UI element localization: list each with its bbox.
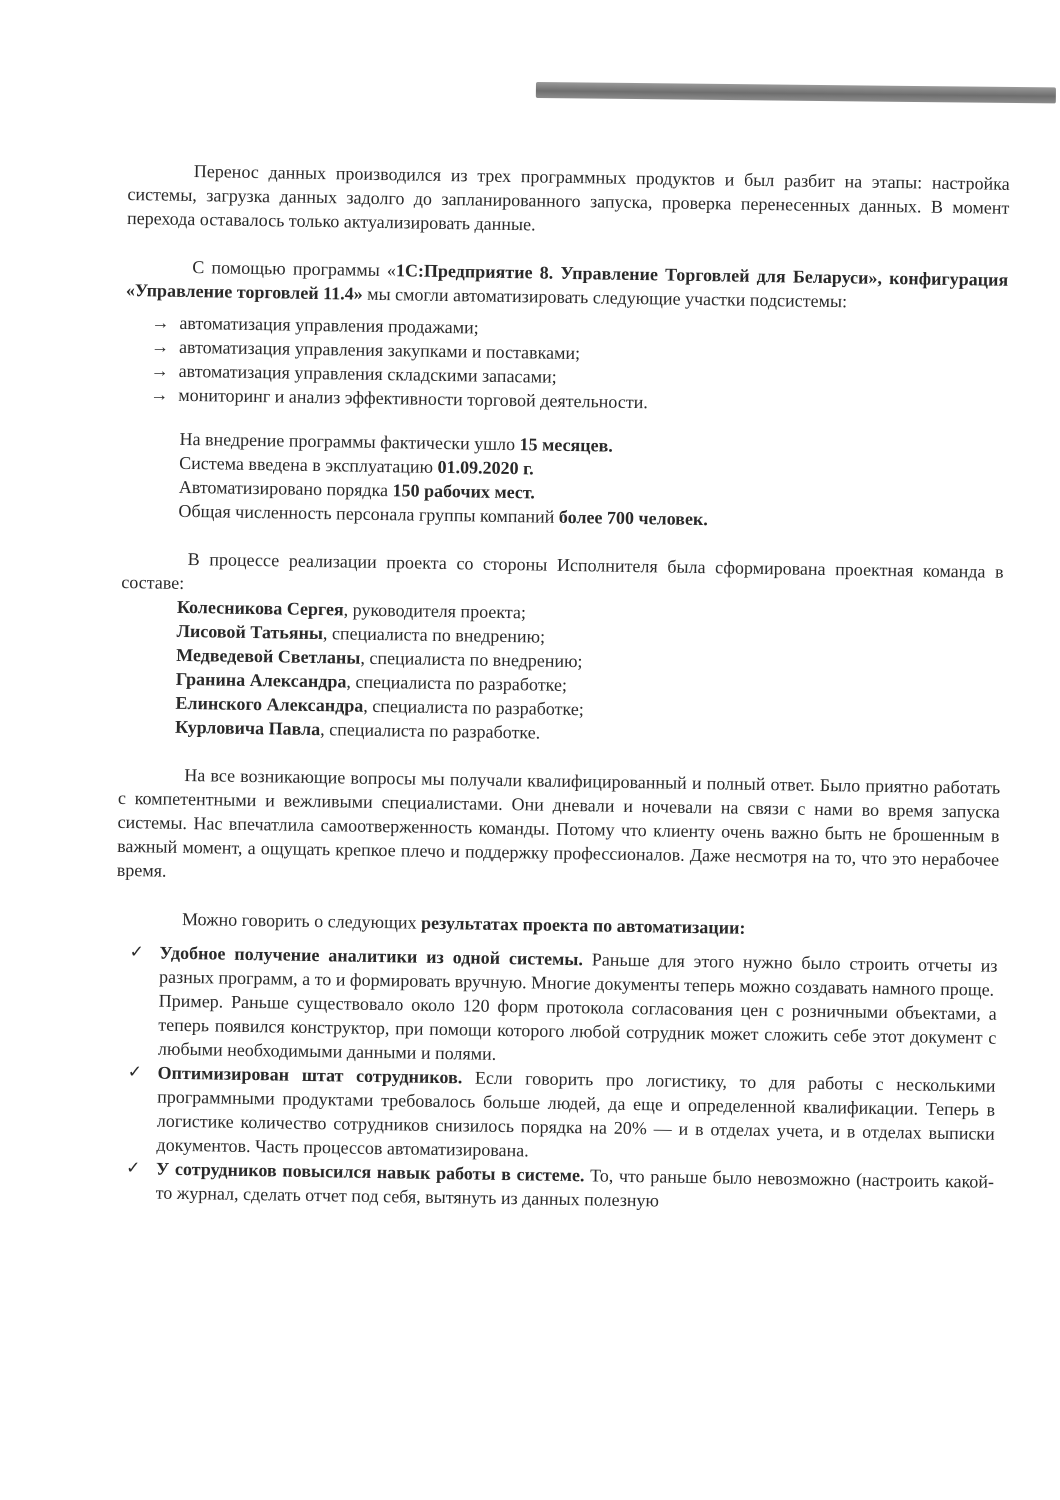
arrow-icon: → — [151, 312, 170, 333]
checkmark-icon: ✓ — [129, 942, 144, 963]
paragraph-feedback: На все возникающие вопросы мы получали квалифицированный и полный ответ. Было приятно работать с компетентными и вежливыми специалистами. Они дневали и ночевали на связи с нами во время запуска системы. Нас впечатлила самоотверженность команды. Потому что клиенту очень важно быть не брошенным в важный момент, а ощущать крепкое плечо и поддержку профессионалов. Даже несмотря на то, что это нерабочее время. — [116, 764, 1001, 881]
paragraph-data-transfer: Перенос данных производился из трех программных продуктов и был разбит на этапы: настройка системы, загрузка данных задолго до запланированного запуска, проверка перенесенных данных. В момент перехода оставалось только актуализировать данные. — [126, 161, 1010, 235]
team-member-role: , руководителя проекта; — [343, 599, 527, 623]
list-item-text: автоматизация управления продажами; — [179, 312, 479, 338]
document-body — [112, 158, 1010, 1218]
program-outro-text: мы смогли автоматизировать следующие участки подсистемы: — [362, 283, 848, 312]
team-member-name: Лисовой Татьяны — [176, 620, 324, 644]
results-intro-text: Можно говорить о следующих — [181, 908, 422, 933]
fact-value: 150 рабочих мест. — [392, 480, 536, 503]
paragraph-program — [126, 254, 1009, 316]
list-item-text: автоматизация управления закупками и поставками; — [178, 336, 581, 364]
results-intro-bold: результатах проекта по автоматизации: — [420, 912, 746, 938]
team-member-name: Курловича Павла — [174, 716, 321, 740]
scan-artifact-bar — [536, 82, 1056, 103]
fact-text: Общая численность персонала группы компаний — [178, 500, 560, 527]
arrow-icon: → — [150, 360, 169, 381]
checkmark-icon: ✓ — [127, 1062, 143, 1083]
fact-text: Система введена в эксплуатацию — [179, 452, 438, 477]
list-item-text: мониторинг и анализ эффективности торговой деятельности. — [178, 384, 648, 413]
team-member-role: , специалиста по разработке. — [320, 719, 541, 743]
fact-text: Автоматизировано порядка — [178, 476, 393, 501]
result-text — [156, 1061, 995, 1170]
team-member-role: , специалиста по разработке; — [346, 671, 568, 695]
result-item — [112, 1060, 995, 1170]
result-body: То, что раньше было невозможно (настроить какой-то журнал, сделать отчет под себя, вытянуть из данных полезную — [155, 1165, 995, 1211]
result-item — [114, 940, 998, 1074]
fact-value: 15 месяцев. — [519, 434, 613, 456]
team-member-name: Гранина Александра — [175, 668, 347, 692]
result-body: Если говорить про логистику, то для работы с несколькими программными продуктами требовалось больше людей, да еще и определенной квалификации. Теперь в логистике количество сотрудников снизилось порядка на 20% — и в отделах учета, и в отделах выписки документов. Часть процессов автоматизирована. — [156, 1067, 996, 1161]
arrow-icon: → — [150, 384, 169, 405]
program-intro-text: С помощью программы « — [192, 257, 397, 281]
team-member-role: , специалиста по внедрению; — [360, 647, 583, 672]
subsystem-list — [124, 310, 1007, 420]
team-member-name: Колесникова Сергея — [176, 596, 344, 620]
result-title: Удобное получение аналитики из одной системы. — [159, 942, 584, 970]
paragraph-results-intro — [116, 906, 998, 944]
fact-value: более 700 человек. — [558, 506, 709, 530]
team-member-name: Медведевой Светланы — [176, 644, 361, 668]
fact-value: 01.09.2020 г. — [437, 456, 534, 479]
project-facts — [122, 426, 1005, 536]
fact-text: На внедрение программы фактически ушло — [179, 428, 520, 455]
result-title: Оптимизирован штат сотрудников. — [157, 1062, 463, 1088]
team-list — [119, 594, 1003, 752]
result-example: Пример. Раньше существовало около 120 форм протокола согласования цен с розничными объектами, а теперь появился конструктор, при помощи которого любой сотрудник может сложить себе этот документ с любыми необходимыми данными и полями. — [157, 990, 997, 1064]
team-member-role: , специалиста по разработке; — [363, 695, 584, 720]
results-list — [112, 940, 998, 1218]
arrow-icon: → — [150, 336, 170, 357]
program-name: 1С:Предприятие 8. Управление Торговлей для Беларуси», конфигурация «Управление торговлей 11.4» — [125, 260, 1009, 304]
team-member-role: , специалиста по внедрению; — [322, 623, 546, 647]
result-title: У сотрудников повысился навык работы в системе. — [155, 1158, 585, 1186]
team-member-name: Елинского Александра — [175, 692, 364, 716]
result-body: Раньше для этого нужно было строить отчеты из разных программ, а то и формировать вручную. Многие документы теперь можно создавать намного проще. — [158, 949, 998, 1000]
list-item-text: автоматизация управления складскими запасами; — [178, 360, 557, 387]
checkmark-icon: ✓ — [125, 1158, 141, 1179]
paragraph-team-intro: В процессе реализации проекта со стороны Исполнителя была сформирована проектная команда в составе: — [121, 548, 1004, 593]
